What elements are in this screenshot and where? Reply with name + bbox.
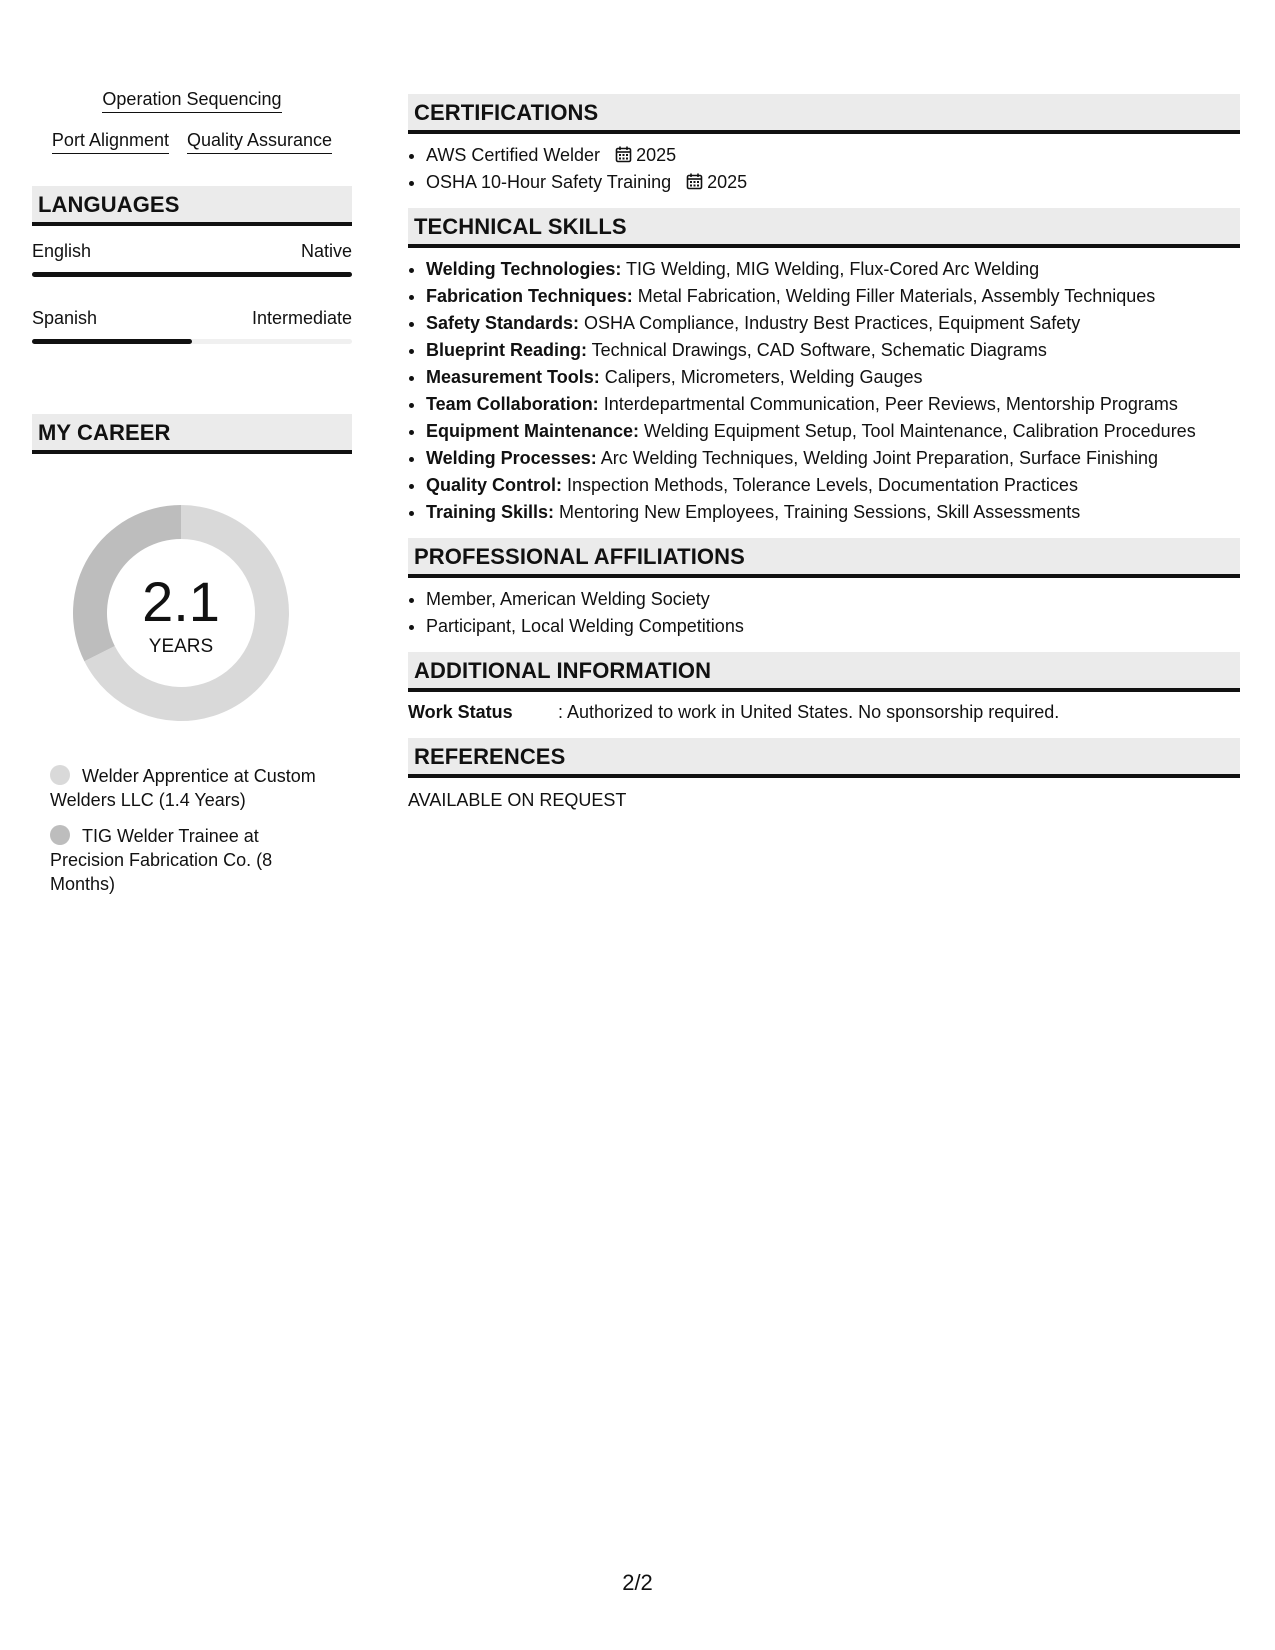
certification-name: OSHA 10-Hour Safety Training xyxy=(426,172,672,192)
calendar-icon xyxy=(686,173,703,190)
languages-section xyxy=(32,186,352,344)
language-name: Spanish xyxy=(32,308,98,328)
certification-item xyxy=(426,169,1240,196)
skill-item xyxy=(426,391,1240,418)
references-heading: REFERENCES xyxy=(408,738,1240,778)
certifications-list xyxy=(408,142,1240,196)
affiliation-item: • Member, American Welding Society xyxy=(426,586,1240,613)
skill-item xyxy=(426,499,1240,526)
skill-item xyxy=(426,364,1240,391)
skill-label: Measurement Tools: xyxy=(426,367,600,387)
work-status-label: Work Status xyxy=(408,702,513,722)
work-status-row xyxy=(408,700,1240,724)
language-name: English xyxy=(32,241,92,261)
references-text: AVAILABLE ON REQUEST xyxy=(408,790,627,810)
skill-text: Interdepartmental Communication, Peer Reviews, Mentorship Programs xyxy=(598,394,1178,414)
skill-label: Fabrication Techniques: xyxy=(426,286,633,306)
skill-text: Inspection Methods, Tolerance Levels, Documentation Practices xyxy=(562,475,1078,495)
affiliations-heading: PROFESSIONAL AFFILIATIONS xyxy=(408,538,1240,578)
career-legend-item xyxy=(50,764,322,812)
work-status-value: : Authorized to work in United States. No sponsorship required. xyxy=(558,702,1060,722)
career-legend-item xyxy=(50,824,322,896)
skill-text: Metal Fabrication, Welding Filler Materials, Assembly Techniques xyxy=(632,286,1156,306)
language-level: Native xyxy=(300,241,352,261)
calendar-icon xyxy=(615,146,632,163)
skill-item xyxy=(426,310,1240,337)
skill-item xyxy=(426,283,1240,310)
right-column xyxy=(408,94,1240,812)
skill-label: Quality Control: xyxy=(426,475,562,495)
skill-label: Welding Technologies: xyxy=(426,259,622,279)
career-total-years: 2.1 xyxy=(142,570,220,633)
skill-item xyxy=(426,472,1240,499)
skill-label: Safety Standards: xyxy=(426,313,580,333)
language-proficiency-bar xyxy=(32,272,352,277)
skill-text: Welding Equipment Setup, Tool Maintenance, Calibration Procedures xyxy=(639,421,1196,441)
affiliations-list xyxy=(408,586,1240,640)
skill-item xyxy=(426,418,1240,445)
skill-text: Calipers, Micrometers, Welding Gauges xyxy=(599,367,923,387)
certification-year: 2025 xyxy=(636,145,677,165)
skill-tag: Port Alignment xyxy=(52,129,169,154)
page-number: 2/2 xyxy=(622,1570,653,1595)
skill-text: TIG Welding, MIG Welding, Flux-Cored Arc Welding xyxy=(621,259,1040,279)
technical-skills-heading: TECHNICAL SKILLS xyxy=(408,208,1240,248)
skill-text: Arc Welding Techniques, Welding Joint Preparation, Surface Finishing xyxy=(596,448,1159,468)
skill-tag: Operation Sequencing xyxy=(102,88,281,113)
certification-year: 2025 xyxy=(707,172,748,192)
skill-text: Mentoring New Employees, Training Sessions, Skill Assessments xyxy=(554,502,1081,522)
skill-label: Blueprint Reading: xyxy=(426,340,587,360)
language-proficiency-bar xyxy=(32,339,352,344)
career-heading: MY CAREER xyxy=(32,414,352,454)
skill-item xyxy=(426,256,1240,283)
skill-text: OSHA Compliance, Industry Best Practices, Equipment Safety xyxy=(579,313,1081,333)
legend-dot-icon xyxy=(50,765,70,785)
career-legend xyxy=(32,764,322,896)
skill-label: Training Skills: xyxy=(426,502,555,522)
skill-text: Technical Drawings, CAD Software, Schematic Diagrams xyxy=(587,340,1047,360)
languages-heading: LANGUAGES xyxy=(32,186,352,226)
skill-label: Equipment Maintenance: xyxy=(426,421,640,441)
language-proficiency-fill xyxy=(32,272,352,277)
certification-item xyxy=(426,142,1240,169)
certification-name: AWS Certified Welder xyxy=(426,145,601,165)
career-total-unit: YEARS xyxy=(148,636,214,657)
career-role: TIG Welder Trainee at Precision Fabrication Co. (8 Months) xyxy=(50,826,273,894)
career-donut-chart xyxy=(66,498,296,728)
language-item xyxy=(32,307,352,344)
career-role: Welder Apprentice at Custom Welders LLC (1.4 Years) xyxy=(50,766,316,810)
skill-tags-row-2 xyxy=(32,129,352,154)
left-column xyxy=(32,88,352,908)
skill-item xyxy=(426,337,1240,364)
career-section xyxy=(32,414,352,896)
language-item xyxy=(32,240,352,277)
technical-skills-list xyxy=(408,256,1240,526)
language-level: Intermediate xyxy=(251,308,352,328)
certifications-heading: CERTIFICATIONS xyxy=(408,94,1240,134)
skill-item xyxy=(426,445,1240,472)
skill-tag: Quality Assurance xyxy=(187,129,332,154)
skill-label: Welding Processes: xyxy=(426,448,597,468)
skill-label: Team Collaboration: xyxy=(426,394,599,414)
legend-dot-icon xyxy=(50,825,70,845)
additional-info-heading: ADDITIONAL INFORMATION xyxy=(408,652,1240,692)
language-proficiency-fill xyxy=(32,339,192,344)
affiliation-item: • Participant, Local Welding Competitions xyxy=(426,613,1240,640)
skill-tags-row-1 xyxy=(32,88,352,113)
